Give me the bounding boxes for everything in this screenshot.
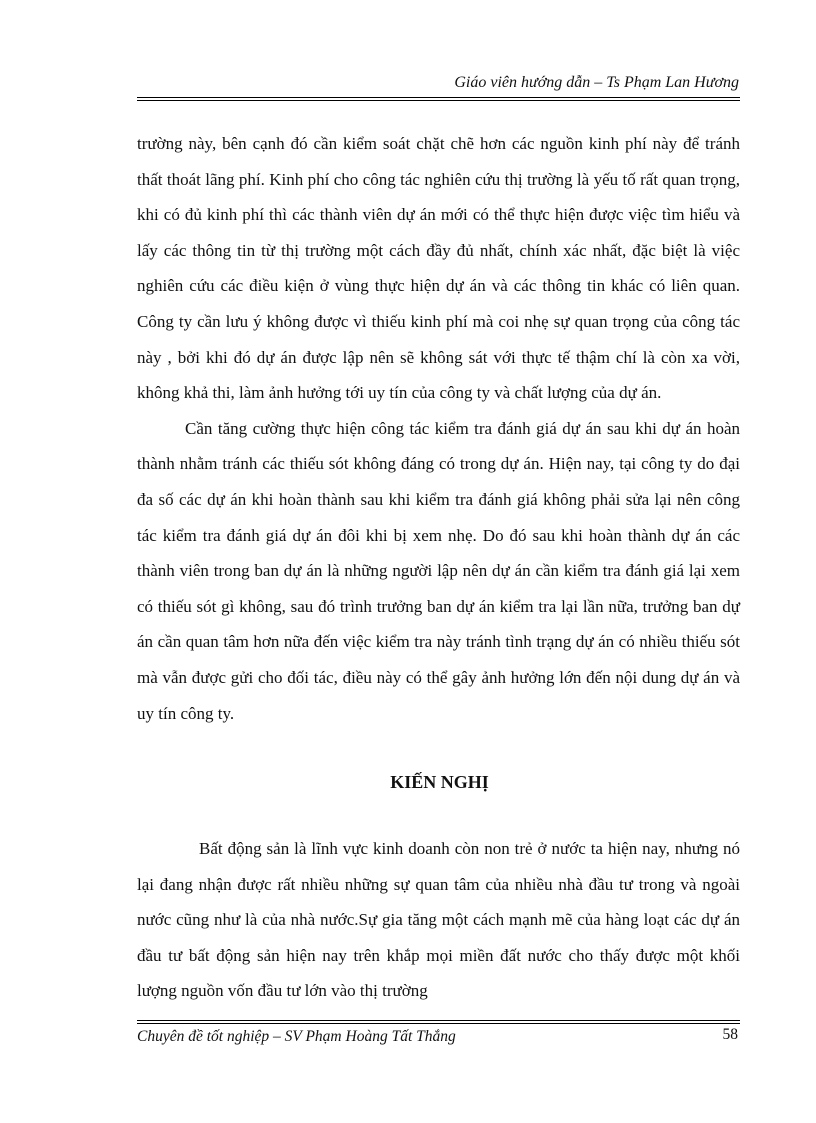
paragraph-2: Cần tăng cường thực hiện công tác kiểm tra đánh giá dự án sau khi dự án hoàn thành nhằm tránh các thiếu sót không đáng có trong dự án. Hiện nay, tại công ty do đại đa số các dự án khi hoàn thành sau khi kiểm tra đánh giá không phải sửa lại nên công tác kiểm tra đánh giá dự án đôi khi bị xem nhẹ. Do đó sau khi hoàn thành dự án các thành viên trong ban dự án là những người lập nên dự án cần kiểm tra đánh giá lại xem có thiếu sót gì không, sau đó trình trưởng ban dự án kiểm tra lại lần nữa, trưởng ban dự án cần quan tâm hơn nữa đến việc kiểm tra này tránh tình trạng dự án có nhiều thiếu sót mà vẫn được gửi cho đối tác, điều này có thể gây ảnh hưởng lớn đến nội dung dự án và uy tín công ty. <box>137 418 740 723</box>
footer-rule-top <box>137 1020 740 1021</box>
footer-text: Chuyên đề tốt nghiệp – SV Phạm Hoàng Tất Thắng <box>137 1028 456 1045</box>
paragraph-1: trường này, bên cạnh đó cần kiểm soát chặt chẽ hơn các nguồn kinh phí này để tránh thất thoát lãng phí. Kinh phí cho công tác nghiên cứu thị trường là yếu tố rất quan trọng, khi có đủ kinh phí thì các thành viên dự án mới có thể thực hiện được việc tìm hiểu và lấy các thông tin từ thị trường một cách đầy đủ nhất, chính xác nhất, đặc biệt là việc nghiên cứu các điều kiện ở vùng thực hiện dự án và các thông tin khác có liên quan. Công ty cần lưu ý không được vì thiếu kinh phí mà coi nhẹ sự quan trọng của công tác này , bởi khi đó dự án được lập nên sẽ không sát với thực tế thậm chí là còn xa vời, không khả thi, làm ảnh hưởng tới uy tín của công ty và chất lượng của dự án. <box>137 134 740 403</box>
paragraph-3: Bất động sản là lĩnh vực kinh doanh còn non trẻ ở nước ta hiện nay, nhưng nó lại đang nhận được rất nhiều những sự quan tâm của nhiều nhà đầu tư trong và ngoài nước cũng như là của nhà nước.Sự gia tăng một cách mạnh mẽ của hàng loạt các dự án đầu tư bất động sản hiện nay trên khắp mọi miền đất nước cho thấy được một khối lượng nguồn vốn đầu tư lớn vào thị trường <box>137 839 740 1001</box>
header-text: Giáo viên hướng dẫn – Ts Phạm Lan Hương <box>454 74 739 91</box>
document-body <box>137 126 740 1009</box>
header-rule-bottom <box>137 100 740 101</box>
footer-rule-bottom <box>137 1023 740 1024</box>
page-number: 58 <box>722 1026 738 1043</box>
section-heading: KIẾN NGHỊ <box>390 772 489 793</box>
header-rule-top <box>137 97 740 98</box>
